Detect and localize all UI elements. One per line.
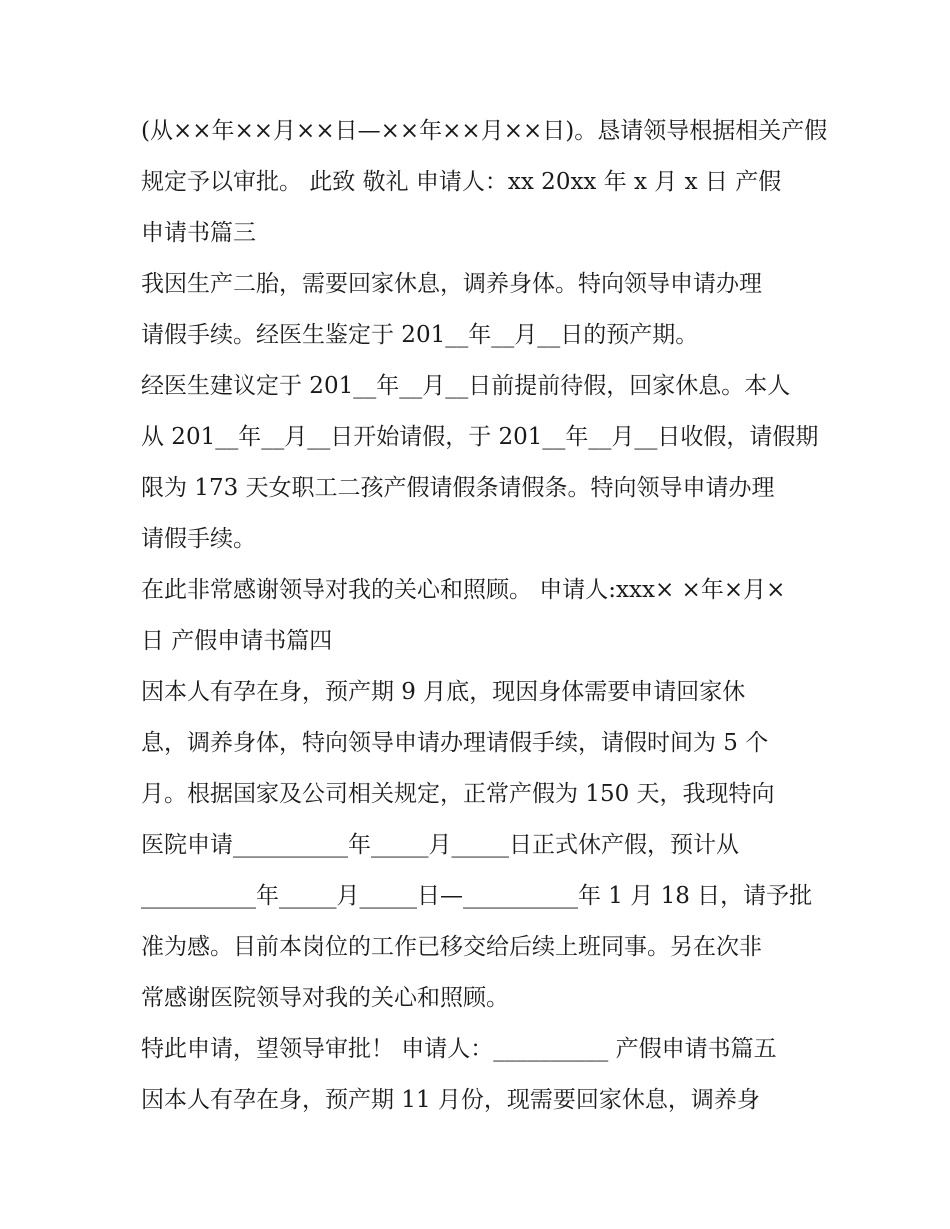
text-line: 限为 173 天女职工二孩产假请假条请假条。特向领导申请办理 (141, 475, 775, 501)
text-line: 医院申请__________年_____月_____日正式休产假，预计从 (141, 832, 739, 858)
text-line: 常感谢医院领导对我的关心和照顾。 (141, 985, 509, 1011)
text-line: 息，调养身体，特向领导申请办理请假手续，请假时间为 5 个 (141, 730, 769, 756)
text-line: 从 201__年__月__日开始请假，于 201__年__月__日收假，请假期 (141, 424, 819, 450)
text-line: 月。根据国家及公司相关规定，正常产假为 150 天，我现特向 (141, 781, 775, 807)
text-line: 因本人有孕在身，预产期 9 月底，现因身体需要申请回家休 (141, 679, 746, 705)
text-line: __________年_____月_____日—__________年 1 月 18 日，请予批 (141, 883, 813, 909)
document-body (141, 106, 828, 1126)
text-line: 准为感。目前本岗位的工作已移交给后续上班同事。另在次非 (141, 934, 762, 960)
text-line: 经医生建议定于 201__年__月__日前提前待假，回家休息。本人 (141, 373, 791, 399)
text-line: 日 产假申请书篇四 (141, 628, 333, 654)
text-line: 申请书篇三 (141, 220, 256, 246)
text-line: (从××年××月××日—××年××月××日)。恳请领导根据相关产假 (141, 118, 828, 144)
text-line: 我因生产二胎，需要回家休息，调养身体。特向领导申请办理 (141, 271, 762, 297)
text-line: 特此申请，望领导审批！ 申请人：__________ 产假申请书篇五 (141, 1036, 777, 1062)
text-line: 在此非常感谢领导对我的关心和照顾。 申请人:xxx× ×年×月× (141, 577, 786, 603)
text-line: 请假手续。经医生鉴定于 201__年__月__日的预产期。 (141, 322, 699, 348)
text-line: 请假手续。 (141, 526, 256, 552)
text-line: 因本人有孕在身，预产期 11 月份，现需要回家休息，调养身 (141, 1087, 760, 1113)
text-line: 规定予以审批。 此致 敬礼 申请人：xx 20xx 年 x 月 x 日 产假 (141, 169, 782, 195)
